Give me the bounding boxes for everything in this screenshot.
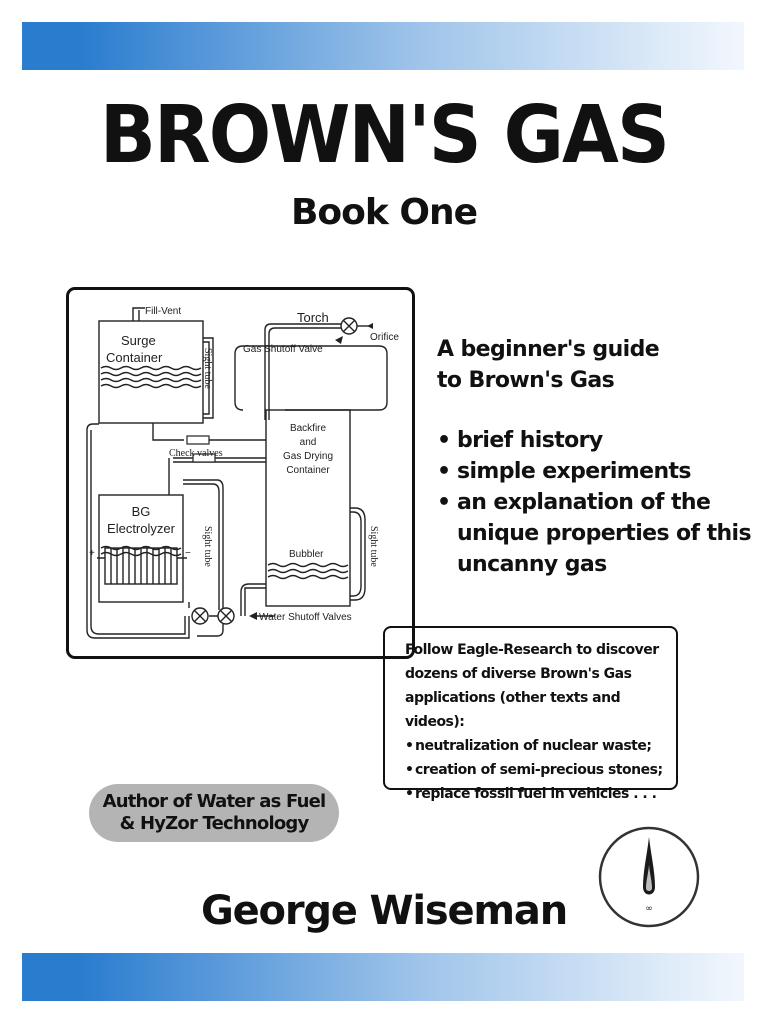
promo-line-3: applications (other texts and videos): (405, 690, 621, 730)
feature-bullets (437, 425, 757, 580)
promo-line-1: Follow Eagle-Research to discover (405, 642, 659, 658)
badge-line-2: & HyZor Technology (119, 813, 309, 834)
bg-label-2: Electrolyzer (107, 521, 175, 536)
minus-terminal-label: − (185, 548, 191, 559)
sight-tube-right-label: Sight tube (368, 526, 379, 567)
backfire-label-1: Backfire (289, 423, 327, 434)
backfire-label-4: Container (286, 465, 330, 476)
brown-gas-apparatus-diagram (69, 290, 412, 656)
diagram-frame (66, 287, 415, 659)
author-credentials-badge (89, 784, 339, 842)
sight-tube-mid-label: Sight tube (202, 526, 213, 567)
bg-label-1: BG (131, 504, 151, 519)
surge-label-2: Container (106, 350, 163, 365)
promo-item: • replace fossil fuel in vehicles . . . (405, 782, 668, 806)
gas-shutoff-valve-label: Gas Shutoff Valve (243, 344, 323, 355)
promo-list (405, 734, 668, 806)
promo-item: • creation of semi-precious stones; (405, 758, 668, 782)
eagle-research-promo-box (383, 626, 678, 802)
bullet-item: • an explanation of the unique properties of this uncanny gas (437, 487, 757, 580)
bullet-item: • brief history (437, 425, 757, 456)
bottom-gradient-band (22, 953, 744, 1001)
fill-vent-label: Fill-Vent (145, 306, 182, 317)
torch-label: Torch (297, 310, 329, 325)
promo-item: • neutralization of nuclear waste; (405, 734, 668, 758)
logo-mark: ∞ (645, 904, 653, 914)
backfire-label-3: Gas Drying (282, 451, 334, 462)
bubbler-label: Bubbler (289, 549, 324, 560)
check-valves-label: Check valves (169, 448, 223, 459)
backfire-label-2: and (299, 437, 317, 448)
author-name: George Wiseman (201, 888, 567, 934)
promo-line-2: dozens of diverse Brown's Gas (405, 666, 632, 682)
orifice-label: Orifice (370, 332, 399, 343)
badge-line-1: Author of Water as Fuel (102, 791, 326, 812)
bullet-item: • simple experiments (437, 456, 757, 487)
book-subtitle: Book One (290, 192, 478, 233)
book-title: BROWN'S GAS (99, 89, 669, 181)
intro-line-2: to Brown's Gas (437, 368, 615, 393)
surge-label-1: Surge (121, 333, 156, 348)
intro-text (437, 334, 757, 396)
water-shutoff-valves-label: Water Shutoff Valves (259, 612, 352, 623)
intro-line-1: A beginner's guide (437, 337, 660, 362)
sight-tube-top-label: Sight tube (202, 348, 213, 389)
plus-terminal-label: + (89, 548, 95, 559)
top-gradient-band (22, 22, 744, 70)
